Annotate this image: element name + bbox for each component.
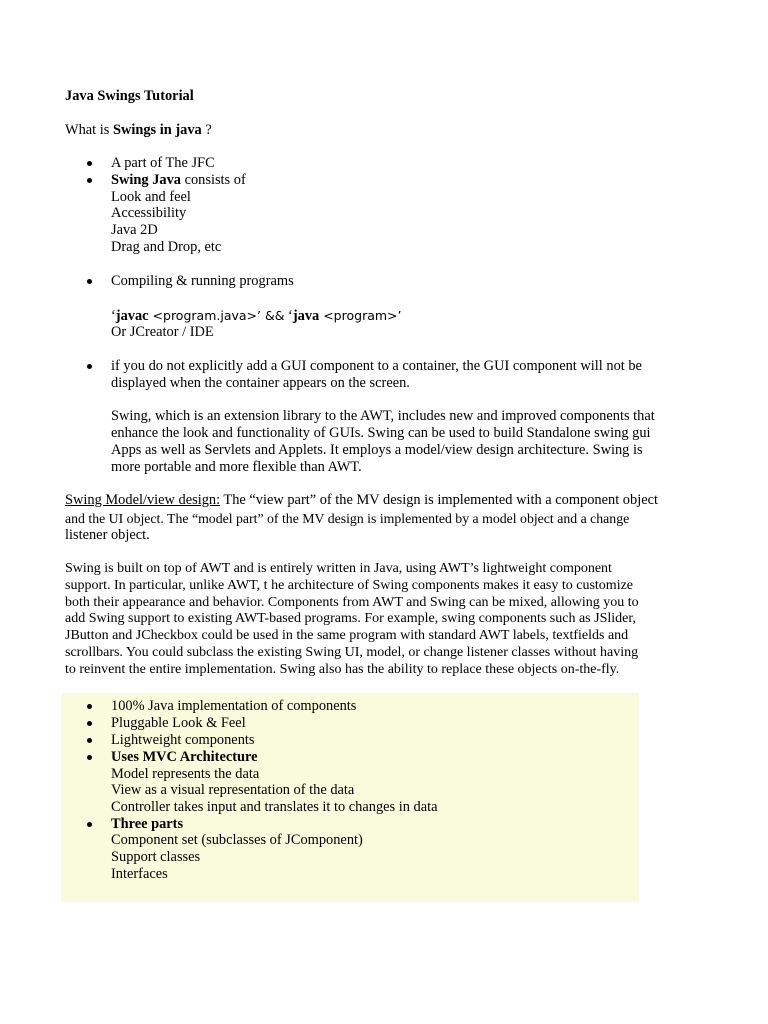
list-item: Lightweight components xyxy=(111,732,255,748)
paragraph-line: both their appearance and behavior. Components from AWT and Swing can be mixed, allowing you to xyxy=(65,595,639,610)
sub-item: Model represents the data xyxy=(111,766,260,782)
paragraph-line: Swing Model/view design: The “view part” of the MV design is implemented with a component object xyxy=(65,492,658,508)
list-item: 100% Java implementation of components xyxy=(111,698,357,714)
bullet-icon xyxy=(87,755,92,760)
paragraph-line: to reinvent the entire implementation. Swing also has the ability to replace these objects on-the-fly. xyxy=(65,662,620,677)
sub-item: Drag and Drop, etc xyxy=(111,239,222,255)
paragraph-line: Swing is built on top of AWT and is entirely written in Java, using AWT’s lightweight component xyxy=(65,561,612,576)
command-line: ‘javac <program.java>’ && ‘java <program>’ xyxy=(111,308,402,324)
sub-item: Look and feel xyxy=(111,189,191,205)
sub-item: Interfaces xyxy=(111,866,168,882)
page-title: Java Swings Tutorial xyxy=(65,88,194,104)
sub-item: Component set (subclasses of JComponent) xyxy=(111,832,363,848)
bullet-icon xyxy=(87,178,92,183)
paragraph-line: scrollbars. You could subclass the existing Swing UI, model, or change listener classes without having xyxy=(65,645,639,660)
bullet-icon xyxy=(87,721,92,726)
list-item: Swing Java consists of xyxy=(111,172,246,188)
list-item: Compiling & running programs xyxy=(111,273,294,289)
list-item: A part of The JFC xyxy=(111,155,215,171)
paragraph-line: JButton and JCheckbox could be used in the same program with standard AWT labels, textfields and xyxy=(65,628,629,643)
list-item: Pluggable Look & Feel xyxy=(111,715,246,731)
sub-item: View as a visual representation of the data xyxy=(111,782,355,798)
paragraph-line: add Swing support to existing AWT-based programs. For example, swing components such as JSlider, xyxy=(65,611,636,626)
paragraph-line: enhance the look and functionality of GUIs. Swing can be used to build Standalone swing gui xyxy=(111,425,651,441)
bullet-icon xyxy=(87,704,92,709)
paragraph-line: support. In particular, unlike AWT, t he architecture of Swing components makes it easy to customize xyxy=(65,578,634,593)
sub-item: Controller takes input and translates it to changes in data xyxy=(111,799,438,815)
list-item: Uses MVC Architecture xyxy=(111,749,258,765)
paragraph-line: Apps as well as Servlets and Applets. It employs a model/view design architecture. Swing is xyxy=(111,442,643,458)
bullet-icon xyxy=(87,161,92,166)
sub-item: Support classes xyxy=(111,849,201,865)
ide-line: Or JCreator / IDE xyxy=(111,324,214,340)
paragraph-line: and the UI object. The “model part” of the MV design is implemented by a model object and a change xyxy=(65,511,630,526)
paragraph-line: more portable and more flexible than AWT. xyxy=(111,459,362,475)
question-line: What is Swings in java ? xyxy=(65,122,212,138)
list-item: Three parts xyxy=(111,816,184,832)
bullet-icon xyxy=(87,822,92,827)
bullet-icon xyxy=(87,279,92,284)
sub-item: Java 2D xyxy=(111,222,158,238)
paragraph-line: listener object. xyxy=(65,527,150,543)
paragraph-line: Swing, which is an extension library to the AWT, includes new and improved components that xyxy=(111,408,655,424)
section-heading: Swing Model/view design: xyxy=(65,492,221,508)
sub-item: Accessibility xyxy=(111,205,187,221)
paragraph-line: if you do not explicitly add a GUI component to a container, the GUI component will not be xyxy=(111,358,642,374)
bullet-icon xyxy=(87,364,92,369)
bullet-icon xyxy=(87,738,92,743)
paragraph-line: displayed when the container appears on the screen. xyxy=(111,375,410,391)
